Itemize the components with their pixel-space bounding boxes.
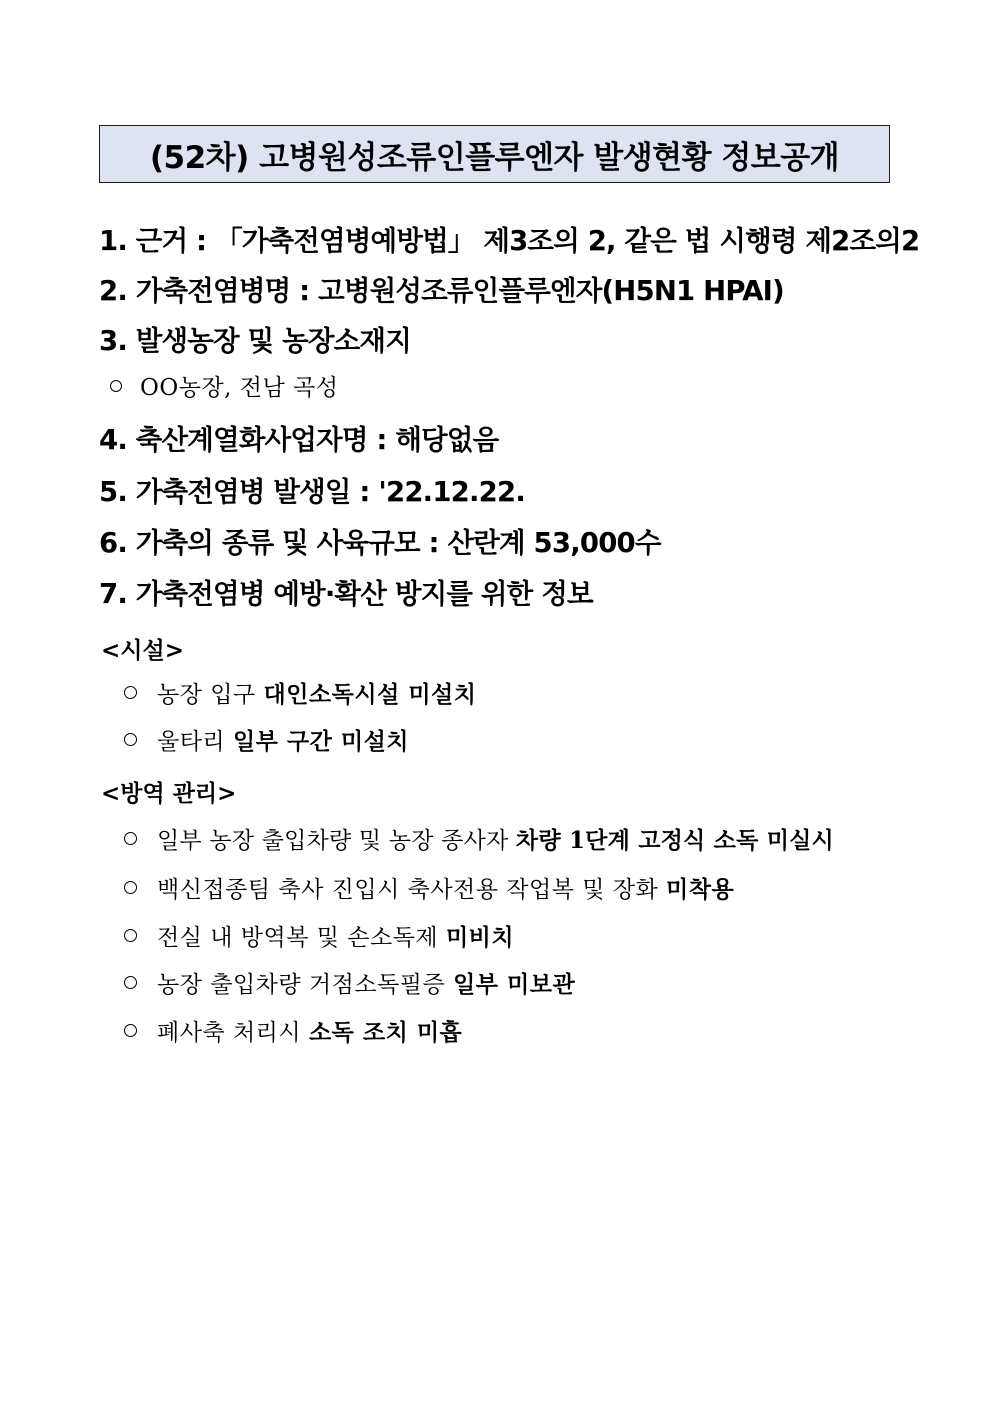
farm-location-item	[110, 369, 338, 402]
circle-bullet-icon	[110, 380, 122, 392]
facility-item-plain: 농장 입구	[157, 682, 264, 708]
circle-bullet-icon	[124, 733, 137, 746]
circle-bullet-icon	[124, 976, 137, 989]
facility-item-plain: 울타리	[157, 729, 233, 755]
section-7-prevention-info: 7. 가축전염병 예방·확산 방지를 위한 정보	[99, 578, 593, 610]
quarantine-item	[124, 966, 575, 999]
quarantine-item-plain: 일부 농장 출입차량 및 농장 종사자	[157, 828, 516, 854]
quarantine-item	[124, 1014, 462, 1047]
section-1-basis: 1. 근거 : 「가축전염병예방법」 제3조의 2, 같은 법 시행령 제2조의2	[99, 225, 920, 257]
section-2-disease-name: 2. 가축전염병명 : 고병원성조류인플루엔자(H5N1 HPAI)	[99, 275, 784, 307]
circle-bullet-icon	[124, 929, 137, 942]
quarantine-item-bold: 일부 미보관	[453, 971, 576, 998]
quarantine-item-plain: 폐사축 처리시	[157, 1020, 309, 1046]
section-6-livestock-type: 6. 가축의 종류 및 사육규모 : 산란계 53,000수	[99, 527, 661, 559]
circle-bullet-icon	[124, 832, 137, 845]
quarantine-item	[124, 822, 834, 855]
quarantine-item-bold: 미비치	[445, 924, 515, 951]
page-title: (52차) 고병원성조류인플루엔자 발생현황 정보공개	[99, 125, 890, 183]
facility-item-bold: 대인소독시설 미설치	[263, 681, 477, 708]
circle-bullet-icon	[124, 1024, 137, 1037]
quarantine-item	[124, 871, 734, 904]
section-4-integrator: 4. 축산계열화사업자명 : 해당없음	[99, 424, 499, 456]
quarantine-item	[124, 919, 514, 952]
facilities-label: <시설>	[101, 637, 184, 664]
quarantine-item-plain: 백신접종팀 축사 진입시 축사전용 작업복 및 장화	[157, 877, 667, 903]
quarantine-item-plain: 전실 내 방역복 및 손소독제	[157, 925, 446, 951]
quarantine-item-plain: 농장 출입차량 거점소독필증	[157, 972, 454, 998]
facility-item	[124, 676, 476, 709]
quarantine-item-bold: 소독 조치 미흡	[308, 1019, 463, 1046]
facility-item-bold: 일부 구간 미설치	[232, 728, 410, 755]
quarantine-item-bold: 미착용	[666, 876, 735, 903]
section-3-farm-location-heading: 3. 발생농장 및 농장소재지	[99, 325, 411, 357]
facility-item	[124, 723, 409, 756]
quarantine-item-bold: 차량 1단계 고정식 소독 미실시	[515, 827, 834, 854]
quarantine-label: <방역 관리>	[101, 780, 237, 807]
farm-location-text: OO농장, 전남 곡성	[140, 375, 339, 401]
circle-bullet-icon	[124, 881, 137, 894]
section-5-outbreak-date: 5. 가축전염병 발생일 : '22.12.22.	[99, 476, 525, 508]
circle-bullet-icon	[124, 686, 137, 699]
